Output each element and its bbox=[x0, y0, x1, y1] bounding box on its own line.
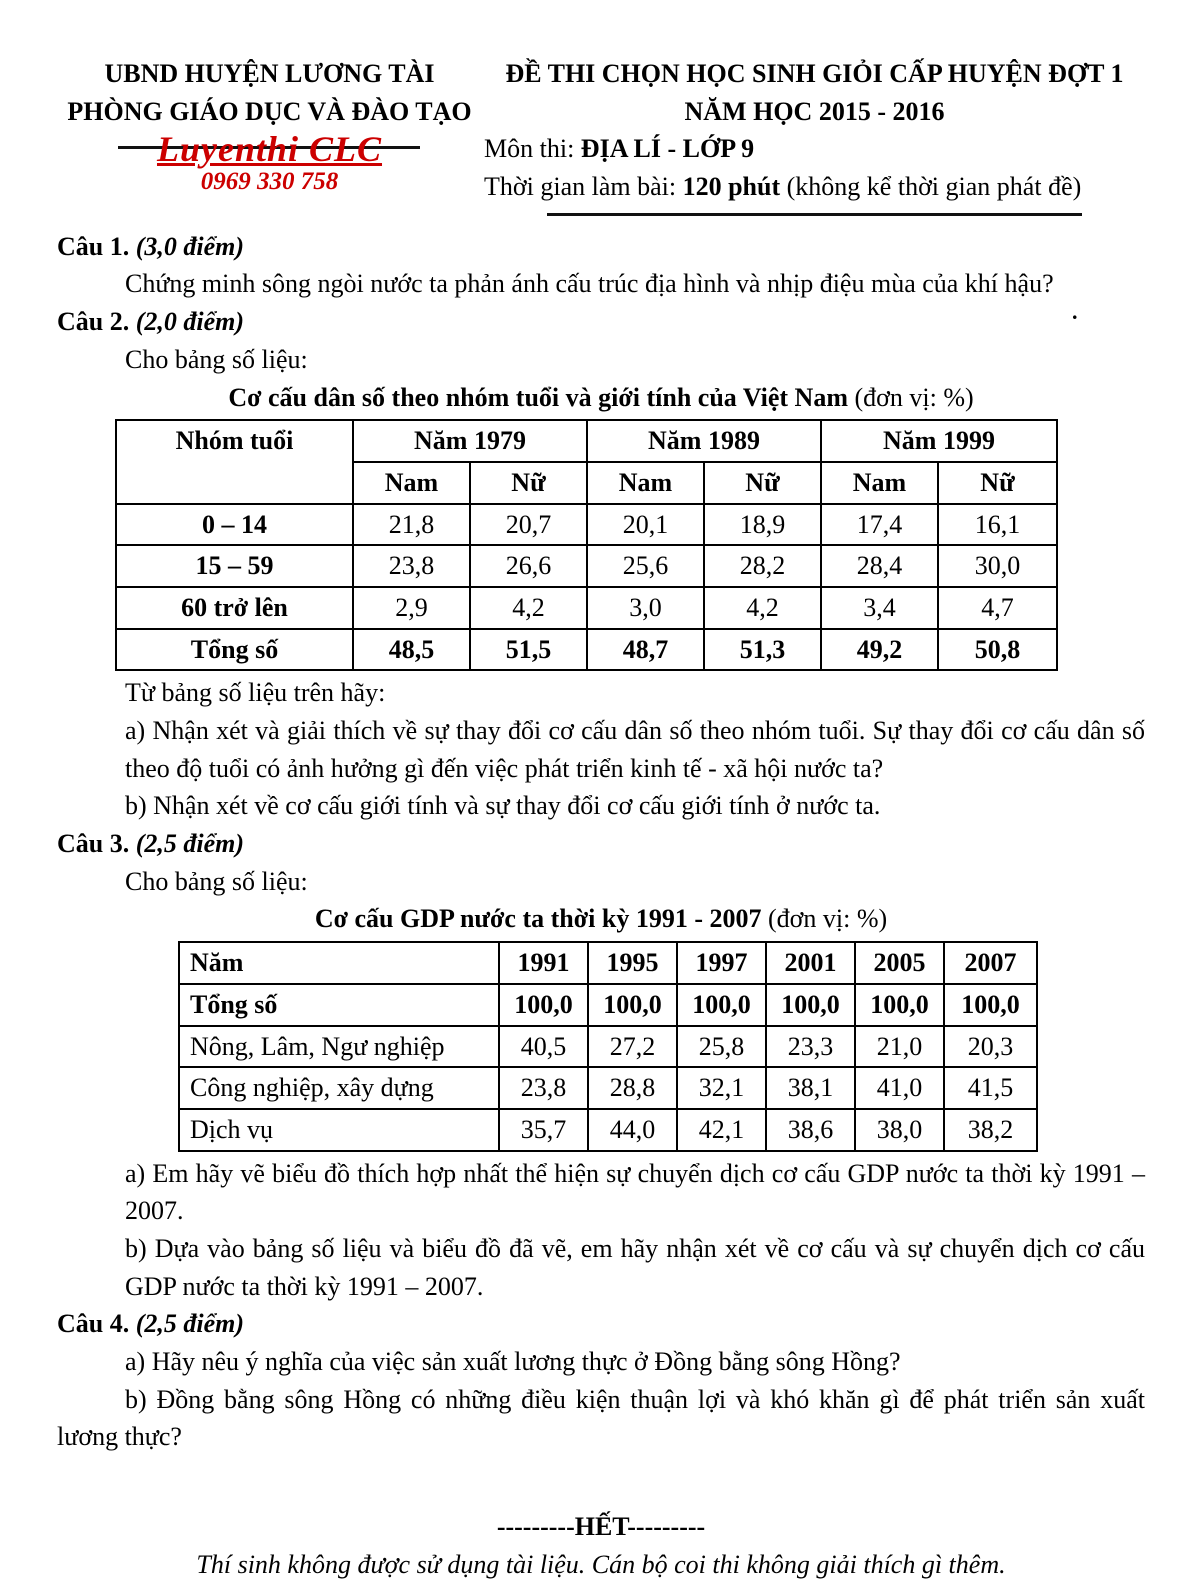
data-cell: 40,5 bbox=[499, 1026, 588, 1068]
data-cell: 2,9 bbox=[353, 587, 470, 629]
question-4-points: (2,5 điểm) bbox=[135, 1309, 245, 1339]
column-header-year: Năm bbox=[179, 942, 499, 984]
data-cell: 3,0 bbox=[587, 587, 704, 629]
title-underline bbox=[547, 213, 1082, 216]
data-cell: 28,8 bbox=[588, 1067, 677, 1109]
table-row bbox=[179, 1067, 1037, 1109]
end-of-exam-marker: ---------HẾT--------- bbox=[496, 1512, 706, 1542]
question-4-item-a: a) Hãy nêu ý nghĩa của việc sản xuất lương thực ở Đồng bằng sông Hồng? bbox=[125, 1347, 901, 1376]
table-1-title bbox=[57, 379, 1145, 417]
data-cell: 25,8 bbox=[677, 1026, 766, 1068]
duration-line bbox=[484, 168, 1145, 206]
question-4-item-b: b) Đồng bằng sông Hồng có những điều kiện thuận lợi và khó khăn gì để phát triển sản xuất lương thực? bbox=[57, 1384, 1145, 1452]
data-cell: 23,3 bbox=[766, 1026, 855, 1068]
document-header bbox=[57, 55, 1145, 216]
data-cell: 26,6 bbox=[470, 545, 587, 587]
table-row bbox=[116, 629, 1057, 671]
table-header-row bbox=[116, 420, 1057, 462]
issuing-authority-block bbox=[57, 55, 482, 216]
table-row bbox=[179, 1026, 1037, 1068]
duration-label: Thời gian làm bài: bbox=[484, 172, 683, 202]
subheader-female: Nữ bbox=[470, 462, 587, 504]
data-cell: 100,0 bbox=[677, 984, 766, 1026]
data-cell: 38,1 bbox=[766, 1067, 855, 1109]
table-2-title-text: Cơ cấu GDP nước ta thời kỳ 1991 - 2007 bbox=[314, 904, 762, 934]
table-1-unit: (đơn vị: %) bbox=[847, 382, 974, 412]
data-cell: 49,2 bbox=[821, 629, 938, 671]
data-cell: 100,0 bbox=[588, 984, 677, 1026]
question-1-number: Câu 1. bbox=[57, 231, 130, 261]
duration-value: 120 phút bbox=[682, 172, 781, 202]
question-3-points: (2,5 điểm) bbox=[135, 829, 245, 859]
column-header-1997: 1997 bbox=[677, 942, 766, 984]
logo-text: Luyenthi CLC bbox=[156, 129, 383, 170]
column-header-2001: 2001 bbox=[766, 942, 855, 984]
subheader-male: Nam bbox=[353, 462, 470, 504]
data-cell: 23,8 bbox=[353, 545, 470, 587]
column-header-year-1989: Năm 1989 bbox=[587, 420, 821, 462]
column-header-year-1999: Năm 1999 bbox=[821, 420, 1057, 462]
row-label: Tổng số bbox=[116, 629, 353, 671]
data-cell: 44,0 bbox=[588, 1109, 677, 1151]
question-3-heading bbox=[57, 825, 1145, 863]
table-2-unit: (đơn vị: %) bbox=[761, 904, 888, 934]
authority-line2: PHÒNG GIÁO DỤC VÀ ĐÀO TẠO bbox=[67, 96, 472, 126]
data-cell: 28,2 bbox=[704, 545, 821, 587]
data-cell: 4,2 bbox=[704, 587, 821, 629]
column-header-year-1979: Năm 1979 bbox=[353, 420, 587, 462]
data-cell: 38,2 bbox=[944, 1109, 1037, 1151]
question-2-number: Câu 2. bbox=[57, 307, 130, 337]
question-1-text: Chứng minh sông ngòi nước ta phản ánh cấu trúc địa hình và nhịp điệu mùa của khí hậu? bbox=[125, 269, 1054, 299]
subject-line bbox=[484, 130, 1145, 168]
data-cell: 32,1 bbox=[677, 1067, 766, 1109]
row-label: Nông, Lâm, Ngư nghiệp bbox=[179, 1026, 499, 1068]
row-label: Tổng số bbox=[179, 984, 499, 1026]
column-header-2005: 2005 bbox=[855, 942, 944, 984]
data-cell: 4,2 bbox=[470, 587, 587, 629]
table-2-title bbox=[57, 900, 1145, 938]
question-2-item-b: b) Nhận xét về cơ cấu giới tính và sự thay đổi cơ cấu giới tính ở nước ta. bbox=[125, 791, 881, 821]
question-3-number: Câu 3. bbox=[57, 829, 130, 859]
data-cell: 18,9 bbox=[704, 504, 821, 546]
exam-title-block bbox=[482, 55, 1145, 216]
data-cell: 25,6 bbox=[587, 545, 704, 587]
data-cell: 51,3 bbox=[704, 629, 821, 671]
row-label: Dịch vụ bbox=[179, 1109, 499, 1151]
question-1-heading bbox=[57, 228, 1145, 266]
question-2-item-a: a) Nhận xét và giải thích về sự thay đổi cơ cấu dân số theo nhóm tuổi. Sự thay đổi cơ cấu dân số theo độ tuổi có ảnh hưởng gì đến việc phát triển kinh tế - xã hội nước ta? bbox=[125, 716, 1145, 783]
subheader-male: Nam bbox=[821, 462, 938, 504]
luyenthi-clc-logo bbox=[57, 130, 482, 204]
question-2-heading bbox=[57, 303, 1145, 341]
data-cell: 38,0 bbox=[855, 1109, 944, 1151]
subject-value: ĐỊA LÍ - LỚP 9 bbox=[580, 134, 755, 164]
data-cell: 27,2 bbox=[588, 1026, 677, 1068]
duration-note: (không kể thời gian phát đề) bbox=[780, 172, 1082, 202]
data-cell: 35,7 bbox=[499, 1109, 588, 1151]
question-3-item-a: a) Em hãy vẽ biểu đồ thích hợp nhất thể hiện sự chuyển dịch cơ cấu GDP nước ta thời kỳ 1991 – 2007. bbox=[125, 1158, 1145, 1226]
question-4-heading bbox=[57, 1305, 1145, 1343]
data-cell: 41,5 bbox=[944, 1067, 1037, 1109]
column-header-1991: 1991 bbox=[499, 942, 588, 984]
school-year: NĂM HỌC 2015 - 2016 bbox=[684, 96, 945, 126]
row-label: 0 – 14 bbox=[116, 504, 353, 546]
table-row bbox=[116, 504, 1057, 546]
data-cell: 17,4 bbox=[821, 504, 938, 546]
data-cell: 23,8 bbox=[499, 1067, 588, 1109]
table-row bbox=[116, 545, 1057, 587]
data-cell: 21,8 bbox=[353, 504, 470, 546]
column-header-2007: 2007 bbox=[944, 942, 1037, 984]
table-1-title-text: Cơ cấu dân số theo nhóm tuổi và giới tính của Việt Nam bbox=[228, 382, 848, 412]
subheader-female: Nữ bbox=[704, 462, 821, 504]
subheader-male: Nam bbox=[587, 462, 704, 504]
data-cell: 38,6 bbox=[766, 1109, 855, 1151]
data-cell: 20,3 bbox=[944, 1026, 1037, 1068]
data-cell: 21,0 bbox=[855, 1026, 944, 1068]
table-row bbox=[179, 984, 1037, 1026]
column-header-1995: 1995 bbox=[588, 942, 677, 984]
question-2-intro: Cho bảng số liệu: bbox=[125, 344, 308, 374]
data-cell: 100,0 bbox=[855, 984, 944, 1026]
data-cell: 28,4 bbox=[821, 545, 938, 587]
row-label: Công nghiệp, xây dựng bbox=[179, 1067, 499, 1109]
logo-phone-number: 0969 330 758 bbox=[200, 168, 339, 196]
data-cell: 20,1 bbox=[587, 504, 704, 546]
question-4-number: Câu 4. bbox=[57, 1309, 130, 1339]
gdp-structure-table bbox=[178, 941, 1038, 1151]
data-cell: 4,7 bbox=[938, 587, 1057, 629]
population-structure-table bbox=[115, 419, 1058, 671]
data-cell: 30,0 bbox=[938, 545, 1057, 587]
data-cell: 100,0 bbox=[944, 984, 1037, 1026]
subject-label: Môn thi: bbox=[484, 134, 581, 164]
row-label: 60 trở lên bbox=[116, 587, 353, 629]
table-header-row bbox=[179, 942, 1037, 984]
data-cell: 41,0 bbox=[855, 1067, 944, 1109]
data-cell: 16,1 bbox=[938, 504, 1057, 546]
data-cell: 3,4 bbox=[821, 587, 938, 629]
data-cell: 48,5 bbox=[353, 629, 470, 671]
authority-line1: UBND HUYỆN LƯƠNG TÀI bbox=[104, 59, 435, 88]
table-row bbox=[179, 1109, 1037, 1151]
data-cell: 51,5 bbox=[470, 629, 587, 671]
data-cell: 20,7 bbox=[470, 504, 587, 546]
question-2-points: (2,0 điểm) bbox=[135, 307, 245, 337]
question-3-intro: Cho bảng số liệu: bbox=[125, 866, 308, 896]
question-1-points: (3,0 điểm) bbox=[135, 231, 245, 261]
column-header-age-group: Nhóm tuổi bbox=[116, 420, 353, 503]
data-cell: 50,8 bbox=[938, 629, 1057, 671]
stray-dot: . bbox=[1072, 299, 1078, 324]
question-3-item-b: b) Dựa vào bảng số liệu và biểu đồ đã vẽ, em hãy nhận xét về cơ cấu và sự chuyển dịch cơ cấu GDP nước ta thời kỳ 1991 – 2007. bbox=[125, 1233, 1145, 1301]
row-label: 15 – 59 bbox=[116, 545, 353, 587]
data-cell: 100,0 bbox=[766, 984, 855, 1026]
table-row bbox=[116, 587, 1057, 629]
question-2-table-note: Từ bảng số liệu trên hãy: bbox=[125, 678, 386, 708]
exam-title: ĐỀ THI CHỌN HỌC SINH GIỎI CẤP HUYỆN ĐỢT 1 bbox=[505, 59, 1124, 88]
data-cell: 42,1 bbox=[677, 1109, 766, 1151]
data-cell: 100,0 bbox=[499, 984, 588, 1026]
exam-rules-note: Thí sinh không được sử dụng tài liệu. Cán bộ coi thi không giải thích gì thêm. bbox=[196, 1549, 1006, 1579]
subheader-female: Nữ bbox=[938, 462, 1057, 504]
data-cell: 48,7 bbox=[587, 629, 704, 671]
